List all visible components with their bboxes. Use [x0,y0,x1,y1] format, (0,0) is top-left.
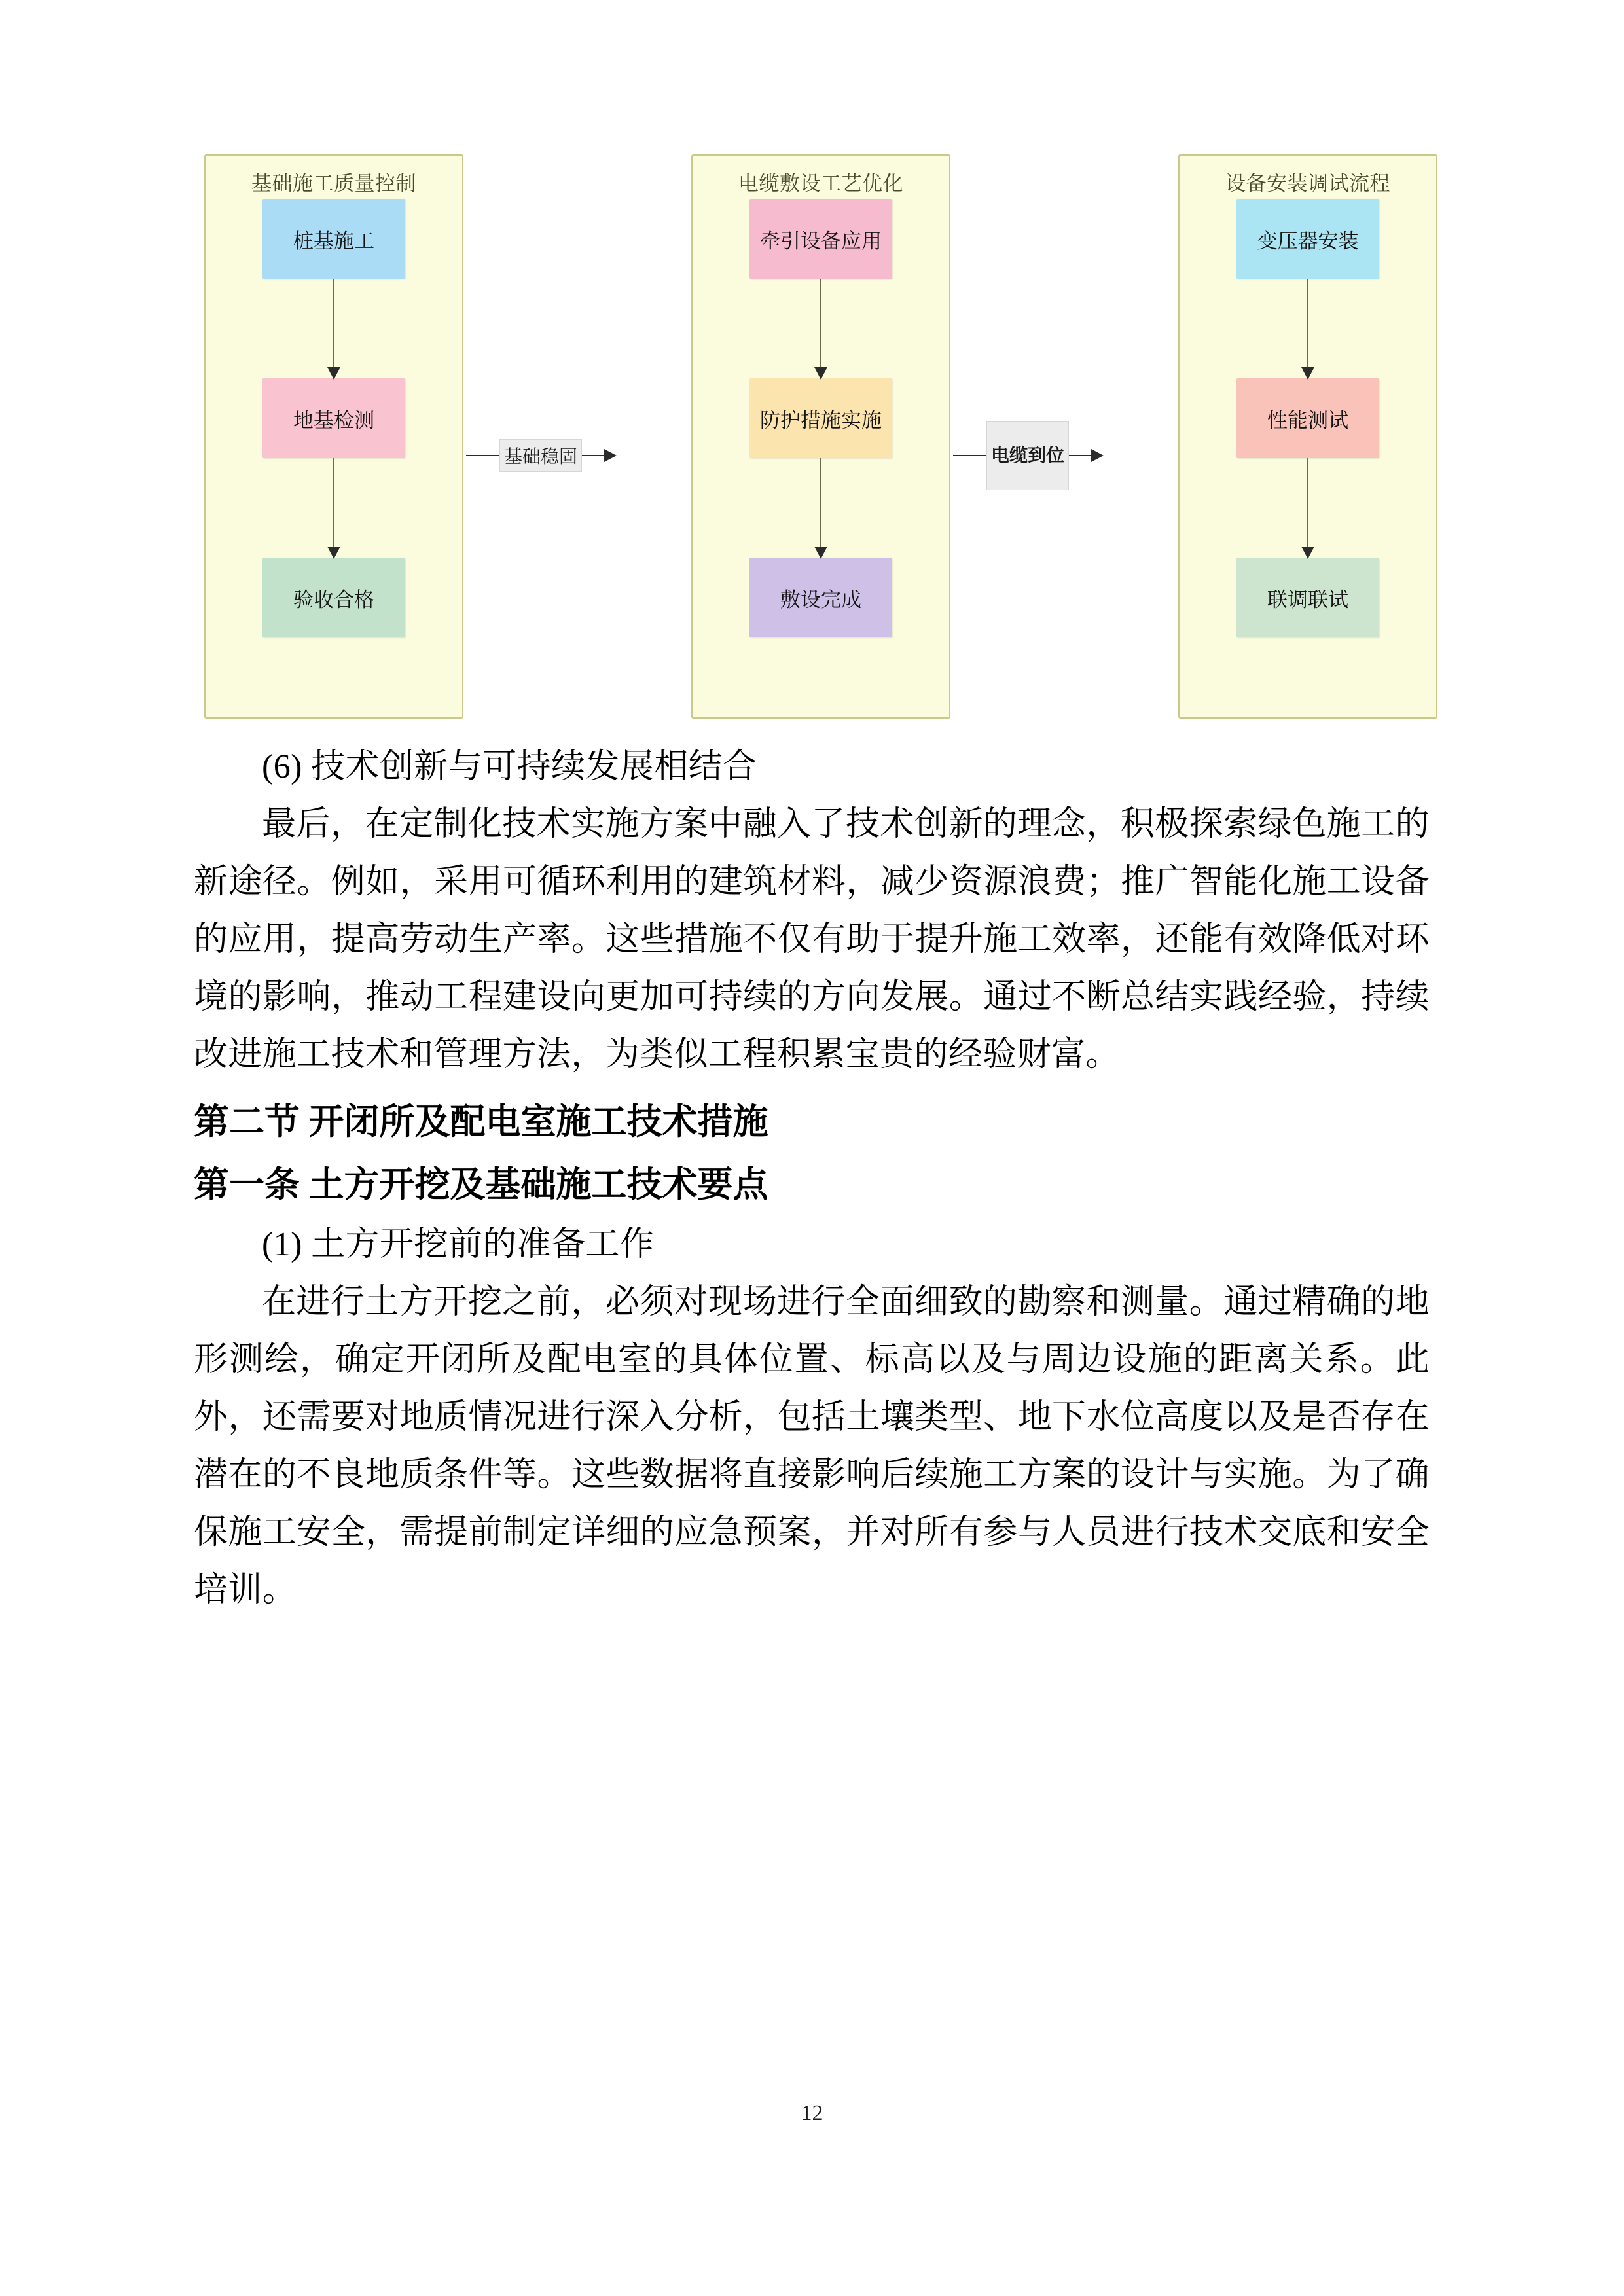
arrowhead-icon [604,449,617,462]
arrowhead-icon [327,547,340,559]
connector-label: 基础稳固 [499,439,582,472]
node-label: 防护措施实施 [760,408,882,432]
node-label: 联调联试 [1267,588,1348,611]
flowchart-cluster-cable-laying [691,154,950,719]
page-number: 12 [801,2101,823,2125]
connector-line [820,279,821,378]
node-label: 性能测试 [1267,408,1348,432]
process-flowchart-figure [204,154,1437,719]
flowchart-canvas [204,154,1437,719]
article-heading-1: 第一条 土方开挖及基础施工技术要点 [194,1165,768,1204]
cluster-title: 设备安装调试流程 [1225,172,1390,195]
arrow-connector-down [1307,279,1309,378]
node-label: 桩基施工 [293,229,374,253]
flowchart-node-transformer-install[interactable] [1236,199,1379,279]
arrowhead-icon [327,367,340,380]
node-label: 地基检测 [293,408,374,432]
arrowhead-icon [1301,547,1314,559]
connector-line [333,458,334,558]
flowchart-node-foundation-inspection[interactable] [262,378,405,458]
arrow-connector-down [1307,458,1309,558]
flowchart-node-acceptance-passed[interactable] [262,558,405,637]
spacer [194,1084,1430,1090]
node-label: 敷设完成 [780,588,861,611]
node-label: 变压器安装 [1257,229,1359,253]
flowchart-node-pile-construction[interactable] [262,199,405,279]
arrowhead-icon [1091,449,1104,462]
connector-foundation-to-cable [463,436,618,475]
connector-line [1307,458,1308,558]
flowchart-node-traction-equipment[interactable] [749,199,892,279]
arrow-connector-down [820,458,822,558]
subheading-item-1: (1) 土方开挖前的准备工作 [262,1226,655,1263]
connector-line [333,279,334,378]
flowchart-node-performance-test[interactable] [1236,378,1379,458]
node-label: 牵引设备应用 [760,229,882,253]
cluster-title: 电缆敷设工艺优化 [738,172,903,195]
arrow-connector-down [333,458,335,558]
flowchart-cluster-equipment-commissioning [1178,154,1437,719]
cluster-title: 基础施工质量控制 [251,172,416,195]
connector-label: 电缆到位 [986,421,1069,490]
arrow-connector-down [333,279,335,378]
heading-item-6: (6) 技术创新与可持续发展相结合 [262,748,757,785]
flowchart-node-protection-measures[interactable] [749,378,892,458]
node-label: 验收合格 [293,588,374,611]
connector-cable-to-equipment [950,436,1105,475]
section-heading-2: 第二节 开闭所及配电室施工技术措施 [194,1102,768,1141]
connector-line [820,458,821,558]
arrowhead-icon [814,547,827,559]
document-body [194,738,1430,1619]
paragraph-innovation-sustainability: 最后，在定制化技术实施方案中融入了技术创新的理念，积极探索绿色施工的新途径。例如，采用可循环利用的建筑材料，减少资源浪费；推广智能化施工设备的应用，提高劳动生产率。这些措施不仅有助于提升施工效率，还能有效降低对环境的影响，推动工程建设向更加可持续的方向发展。通过不断总结实践经验，持续改进施工技术和管理方法，为类似工程积累宝贵的经验财富。 [194,806,1430,1073]
arrow-connector-down [820,279,822,378]
connector-line [1307,279,1308,378]
flowchart-node-laying-complete[interactable] [749,558,892,637]
flowchart-node-joint-commissioning[interactable] [1236,558,1379,637]
flowchart-cluster-foundation [204,154,463,719]
arrowhead-icon [814,367,827,380]
arrowhead-icon [1301,367,1314,380]
paragraph-excavation-preparation: 在进行土方开挖之前，必须对现场进行全面细致的勘察和测量。通过精确的地形测绘，确定开闭所及配电室的具体位置、标高以及与周边设施的距离关系。此外，还需要对地质情况进行深入分析，包括土壤类型、地下水位高度以及是否存在潜在的不良地质条件等。这些数据将直接影响后续施工方案的设计与实施。为了确保施工安全，需提前制定详细的应急预案，并对所有参与人员进行技术交底和安全培训。 [194,1283,1430,1609]
